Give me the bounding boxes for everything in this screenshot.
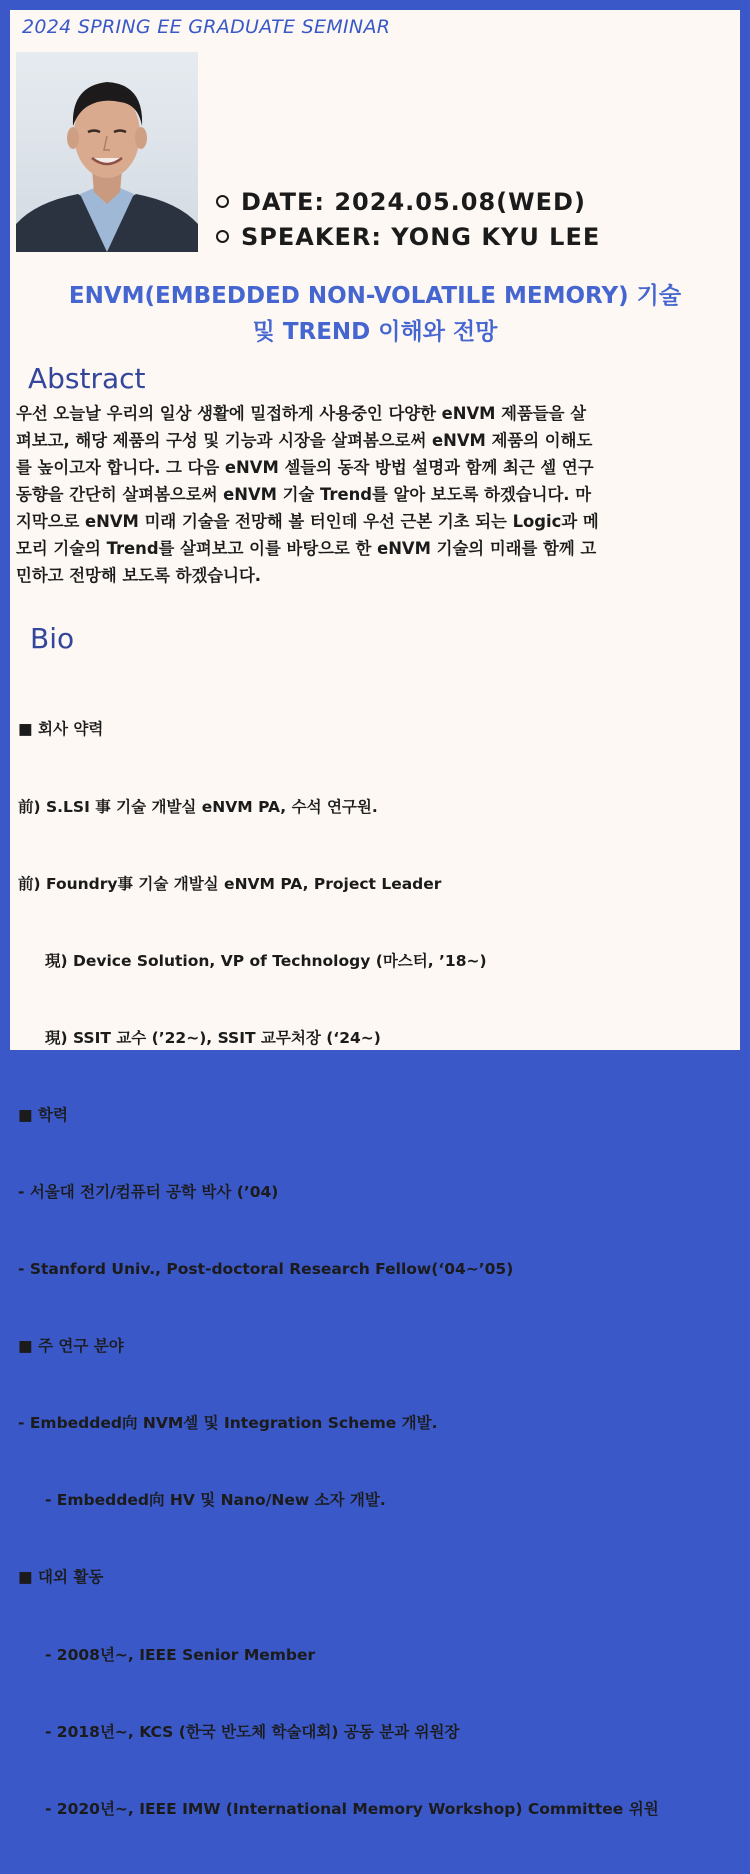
speaker-photo: [16, 52, 198, 252]
bio-line: 現) SSIT 교수 (’22~), SSIT 교무처장 (‘24~): [18, 1028, 381, 1047]
date-row: [216, 184, 600, 219]
abstract-line: 민하고 전망해 보도록 하겠습니다.: [16, 566, 262, 585]
bio-line: - 2008년~, IEEE Senior Member: [18, 1645, 316, 1664]
bio-line: - Embedded向 HV 및 Nano/New 소자 개발.: [18, 1491, 386, 1510]
bio-line: 前) S.LSI 事 기술 개발실 eNVM PA, 수석 연구원.: [18, 797, 378, 816]
talk-title: [10, 278, 740, 350]
bio-line: - 서울대 전기/컴퓨터 공학 박사 (’04): [18, 1182, 279, 1201]
event-date: DATE: 2024.05.08(WED): [241, 187, 586, 216]
abstract-body: [16, 400, 736, 589]
abstract-line: 우선 오늘날 우리의 일상 생활에 밀접하게 사용중인 다양한 eNVM 제품들을 살: [16, 404, 587, 423]
speaker-name: SPEAKER: YONG KYU LEE: [241, 222, 601, 251]
event-meta: [216, 184, 600, 254]
seminar-series-title: 2024 SPRING EE GRADUATE SEMINAR: [22, 16, 391, 38]
bio-line: - Stanford Univ., Post-doctoral Research Fellow(‘04~’05): [18, 1260, 514, 1279]
circle-bullet-icon: [216, 195, 229, 208]
speaker-row: [216, 219, 600, 254]
bio-line: 前) Foundry事 기술 개발실 eNVM PA, Project Leader: [18, 874, 442, 893]
bio-body: [18, 666, 734, 1874]
circle-bullet-icon: [216, 230, 229, 243]
bio-heading: Bio: [30, 622, 75, 655]
abstract-heading: Abstract: [28, 362, 146, 395]
abstract-line: 모리 기술의 Trend를 살펴보고 이를 바탕으로 한 eNVM 기술의 미래를 함께 고: [16, 539, 597, 558]
abstract-line: 지막으로 eNVM 미래 기술을 전망해 볼 터인데 우선 근본 기초 되는 Logic과 메: [16, 512, 599, 531]
abstract-line: 동향을 간단히 살펴봄으로써 eNVM 기술 Trend를 알아 보도록 하겠습니다. 마: [16, 485, 592, 504]
bio-section-career: ■ 회사 약력: [18, 720, 104, 739]
seminar-poster: [10, 10, 740, 1818]
bio-section-activities: ■ 대외 활동: [18, 1568, 104, 1587]
bio-line: - 2018년~, KCS (한국 반도체 학술대회) 공동 분과 위원장: [18, 1722, 460, 1741]
bio-line: - 2020년~, IEEE IMW (International Memory Workshop) Committee 위원: [18, 1799, 659, 1818]
bio-section-research: ■ 주 연구 분야: [18, 1337, 124, 1356]
talk-title-line-2: 및 TREND 이해와 전망: [252, 319, 498, 345]
bio-line: - Embedded向 NVM셀 및 Integration Scheme 개발.: [18, 1414, 438, 1433]
bio-line: 現) Device Solution, VP of Technology (마스터, ’18~): [18, 951, 487, 970]
bio-section-education: ■ 학력: [18, 1105, 68, 1124]
abstract-line: 를 높이고자 합니다. 그 다음 eNVM 셀들의 동작 방법 설명과 함께 최근 셀 연구: [16, 458, 594, 477]
talk-title-line-1: ENVM(EMBEDDED NON-VOLATILE MEMORY) 기술: [68, 283, 682, 309]
abstract-line: 펴보고, 해당 제품의 구성 및 기능과 시장을 살펴봄으로써 eNVM 제품의 이해도: [16, 431, 593, 450]
